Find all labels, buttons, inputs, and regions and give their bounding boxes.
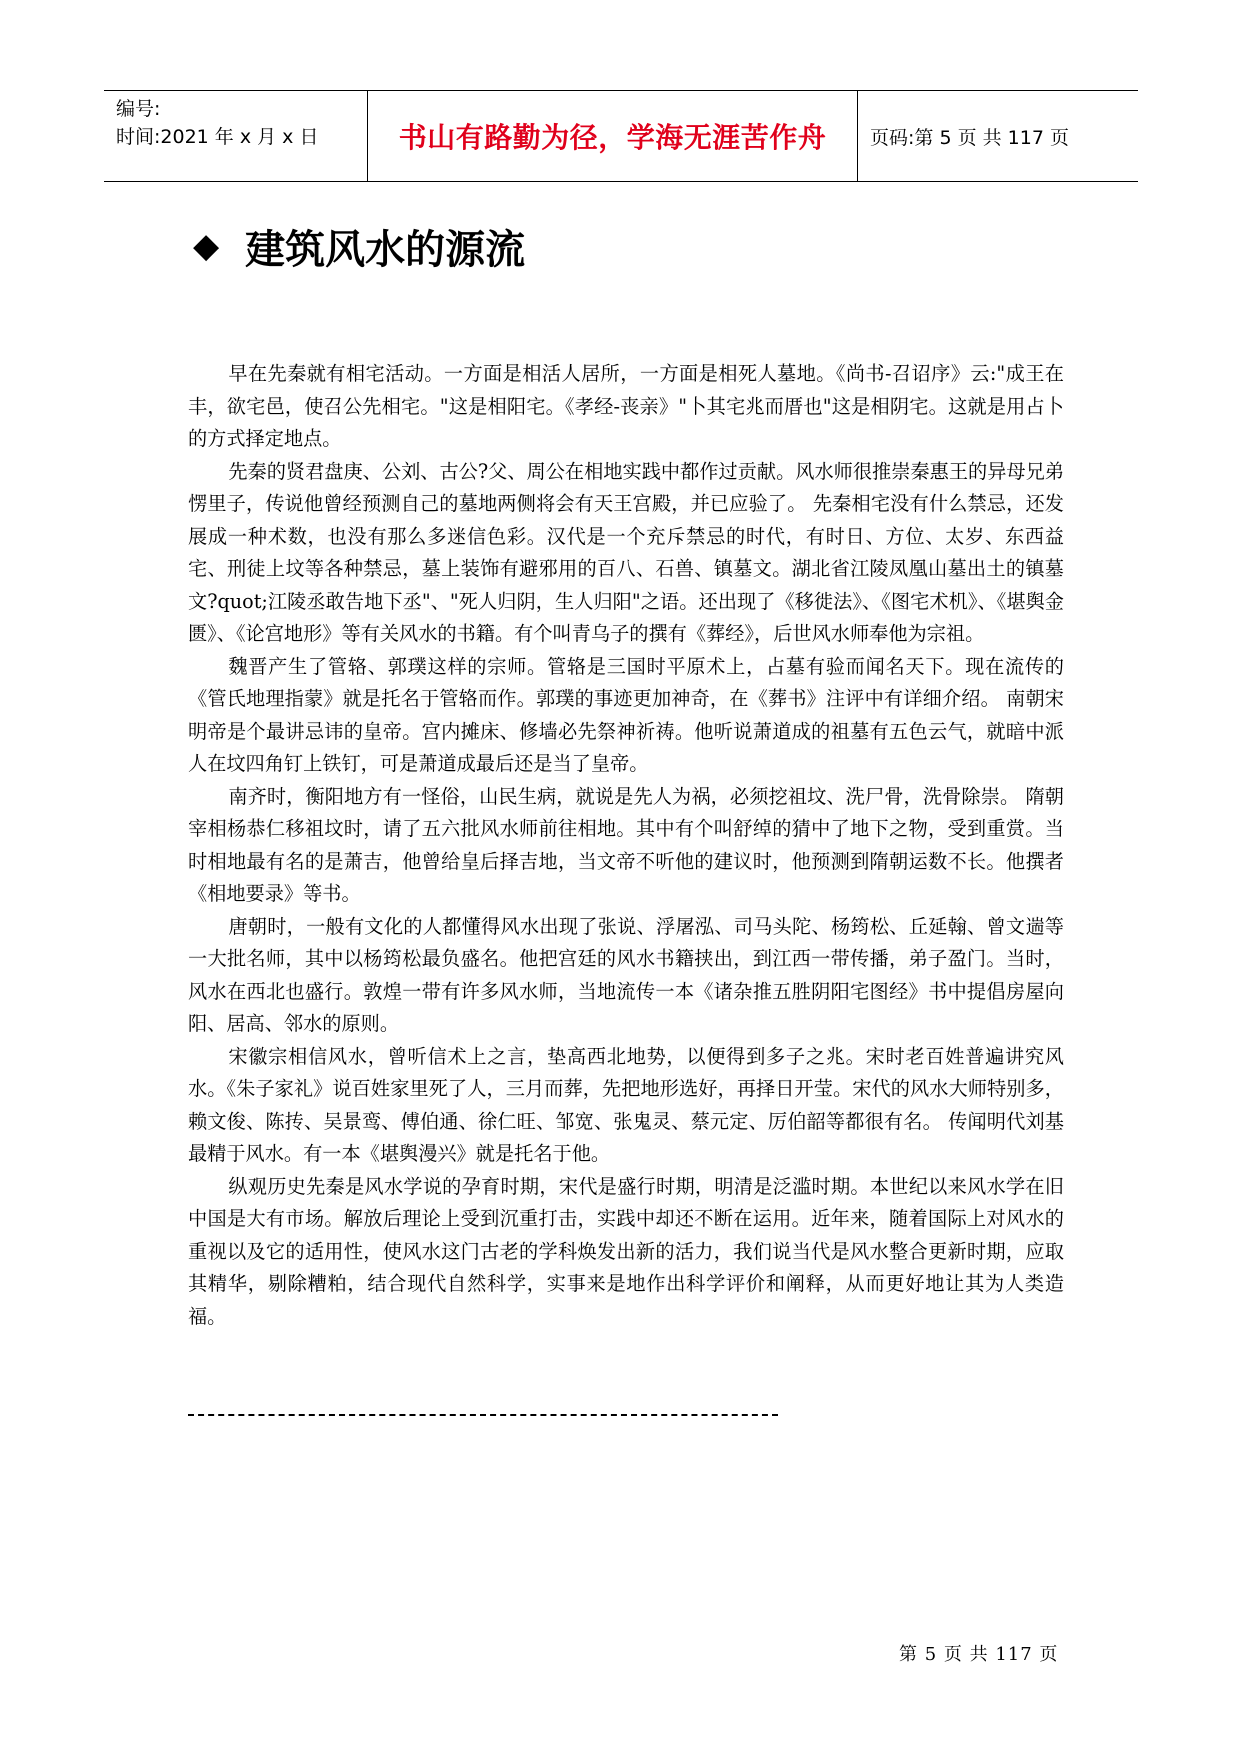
header-page-info: 页码:第 5 页 共 117 页: [870, 126, 1069, 149]
paragraph: 先秦的贤君盘庚、公刘、古公?父、周公在相地实践中都作过贡献。风水师很推崇秦惠王的异母兄弟愣里子，传说他曾经预测自己的墓地两侧将会有天王宫殿，并已应验了。 先秦相宅没有什么禁忌，还发展成一种术数，也没有那么多迷信色彩。汉代是一个充斥禁忌的时代，有时日、方位、太岁、东西益宅、刑徒上坟等各种禁忌，墓上装饰有避邪用的百八、石兽、镇墓文。湖北省江陵凤凰山墓出土的镇墓文?quot;江陵丞敢告地下丞"、"死人归阴，生人归阳"之语。还出现了《移徙法》、《图宅术机》、《堪舆金匮》、《论宫地形》等有关风水的书籍。有个叫青乌子的撰有《葬经》，后世风水师奉他为宗祖。: [188, 459, 1064, 645]
section-heading: [193, 218, 525, 275]
header-motto: 书山有路勤为径，学海无涯苦作舟: [368, 91, 858, 181]
paragraph: 唐朝时，一般有文化的人都懂得风水出现了张说、浮屠泓、司马头陀、杨筠松、丘延翰、曾文遄等一大批名师，其中以杨筠松最负盛名。他把宫廷的风水书籍挟出，到江西一带传播，弟子盈门。当时，风水在西北也盛行。敦煌一带有许多风水师，当地流传一本《诸杂推五胜阴阳宅图经》书中提倡房屋向阳、居高、邻水的原则。: [188, 914, 1064, 1035]
paragraph: 早在先秦就有相宅活动。一方面是相活人居所，一方面是相死人墓地。《尚书-召诏序》云:"成王在丰，欲宅邑，使召公先相宅。"这是相阳宅。《孝经-丧亲》"卜其宅兆而厝也"这是相阴宅。这就是用占卜的方式择定地点。: [188, 362, 1064, 450]
header-number-label: 编号:: [116, 98, 161, 120]
section-title: 建筑风水的源流: [245, 227, 526, 273]
diamond-bullet-icon: ◆: [193, 225, 220, 266]
document-header: [104, 90, 1138, 182]
paragraph: 魏晋产生了管辂、郭璞这样的宗师。管辂是三国时平原术上，占墓有验而闻名天下。现在流传的《管氏地理指蒙》就是托名于管辂而作。郭璞的事迹更加神奇，在《葬书》注评中有详细介绍。 南朝宋明帝是个最讲忌讳的皇帝。宫内摊床、修墙必先祭神祈祷。他听说萧道成的祖墓有五色云气，就暗中派人在坟四角钉上铁钉，可是萧道成最后还是当了皇帝。: [188, 654, 1064, 775]
header-meta-cell: [104, 91, 368, 181]
paragraph: 宋徽宗相信风水，曾听信术上之言，垫高西北地势，以便得到多子之兆。宋时老百姓普遍讲究风水。《朱子家礼》说百姓家里死了人，三月而葬，先把地形选好，再择日开莹。宋代的风水大师特别多，赖文俊、陈抟、吴景鸾、傅伯通、徐仁旺、邹宽、张鬼灵、蔡元定、厉伯韶等都很有名。 传闻明代刘基最精于风水。有一本《堪舆漫兴》就是托名于他。: [188, 1044, 1064, 1165]
dashed-separator: [188, 1414, 778, 1416]
body-text: [188, 358, 1064, 1333]
header-date: 时间:2021 年 x 月 x 日: [116, 126, 319, 148]
paragraph: 南齐时，衡阳地方有一怪俗，山民生病，就说是先人为祸，必须挖祖坟、洗尸骨，洗骨除崇。 隋朝宰相杨恭仁移祖坟时，请了五六批风水师前往相地。其中有个叫舒绰的猜中了地下之物，受到重赏。当时相地最有名的是萧吉，他曾给皇后择吉地，当文帝不听他的建议时，他预测到隋朝运数不长。他撰者《相地要录》等书。: [188, 784, 1064, 905]
page-footer: 第 5 页 共 117 页: [899, 1644, 1059, 1665]
paragraph: 纵观历史先秦是风水学说的孕育时期，宋代是盛行时期，明清是泛滥时期。本世纪以来风水学在旧中国是大有市场。解放后理论上受到沉重打击，实践中却还不断在运用。近年来，随着国际上对风水的重视以及它的适用性，使风水这门古老的学科焕发出新的活力，我们说当代是风水整合更新时期，应取其精华，剔除糟粕，结合现代自然科学，实事来是地作出科学评价和阐释，从而更好地让其为人类造福。: [188, 1174, 1064, 1328]
